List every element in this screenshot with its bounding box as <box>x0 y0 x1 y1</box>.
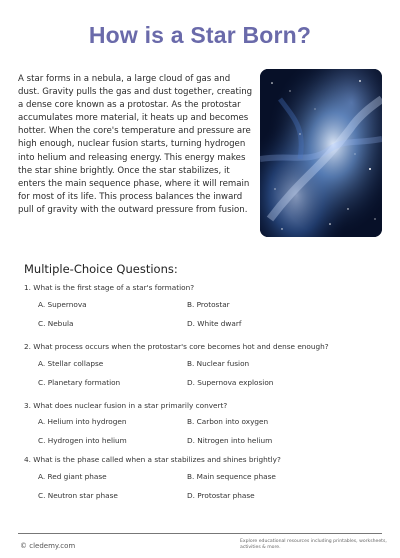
option-4c: C. Neutron star phase <box>38 491 118 500</box>
question-2 <box>24 342 384 351</box>
page-title: How is a Star Born? <box>88 22 312 48</box>
question-text: 3. What does nuclear fusion in a star primarily convert? <box>24 401 228 410</box>
mcq-heading: Multiple-Choice Questions: <box>24 262 178 276</box>
footer-divider <box>18 533 382 534</box>
option-2a: A. Stellar collapse <box>38 359 104 368</box>
intro-paragraph: A star forms in a nebula, a large cloud of gas and dust. Gravity pulls the gas and dust together, creating a dense core known as a protostar. As the protostar accumulates more material, it heats up and becomes hotter. When the core's temperature and pressure are high enough, nuclear fusion starts, turning hydrogen into helium and releasing energy. This energy makes the star shine brightly. Once the star stabilizes, it enters the main sequence phase, where it will remain for most of its life. This process balances the inward pull of gravity with the outward pressure from fusion. <box>18 74 253 215</box>
option-1a: A. Supernova <box>38 300 87 309</box>
question-3 <box>24 401 384 410</box>
footer-note: Explore educational resources including printables, worksheets, activities & more. <box>240 539 387 550</box>
option-2c: C. Planetary formation <box>38 378 121 387</box>
footer-brand: © cledemy.com <box>20 542 76 550</box>
option-1d: D. White dwarf <box>187 319 242 328</box>
nebula-image <box>260 69 382 237</box>
question-4 <box>24 455 384 464</box>
option-4d: D. Protostar phase <box>187 491 255 500</box>
option-4a: A. Red giant phase <box>38 472 107 481</box>
question-text: 4. What is the phase called when a star stabilizes and shines brightly? <box>24 455 281 464</box>
option-4b: B. Main sequence phase <box>187 472 276 481</box>
option-1c: C. Nebula <box>38 319 74 328</box>
question-text: 2. What process occurs when the protostar's core becomes hot and dense enough? <box>24 342 329 351</box>
question-text: 1. What is the first stage of a star's formation? <box>24 283 195 292</box>
question-1 <box>24 283 384 292</box>
option-2b: B. Nuclear fusion <box>187 359 250 368</box>
option-3a: A. Helium into hydrogen <box>38 417 127 426</box>
option-3b: B. Carbon into oxygen <box>187 417 269 426</box>
option-1b: B. Protostar <box>187 300 230 309</box>
option-3c: C. Hydrogen into helium <box>38 436 127 445</box>
option-3d: D. Nitrogen into helium <box>187 436 273 445</box>
option-2d: D. Supernova explosion <box>187 378 274 387</box>
